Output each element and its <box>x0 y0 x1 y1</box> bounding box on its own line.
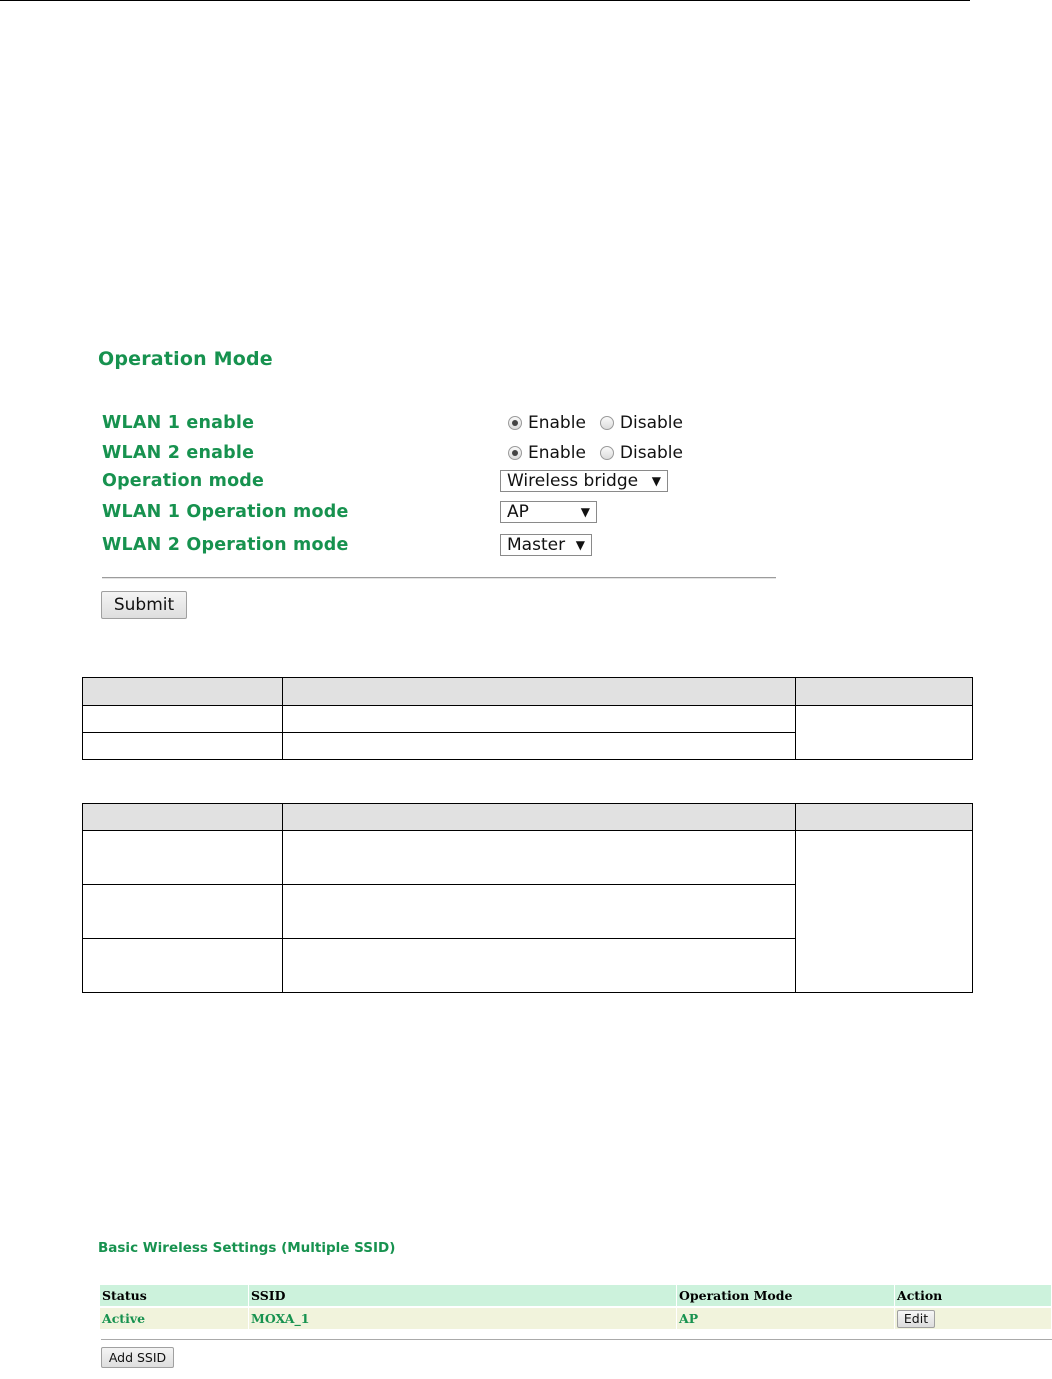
table-cell <box>283 706 796 733</box>
wlan1-enable-radio-disable[interactable] <box>600 416 614 430</box>
ssid-action-cell <box>895 1308 1051 1329</box>
table-header-cell <box>83 804 283 831</box>
wlan2-operation-mode-select-value: Master <box>507 535 566 555</box>
operation-mode-label: Operation mode <box>102 471 265 491</box>
table-cell <box>283 831 796 885</box>
ssid-table <box>99 1283 1052 1331</box>
table-cell <box>83 706 283 733</box>
operation-mode-title: Operation Mode <box>98 348 273 370</box>
doc-table-2-header <box>83 804 973 831</box>
table-cell <box>796 706 973 760</box>
wlan1-operation-mode-select-value: AP <box>507 502 529 522</box>
column-header-operation-mode: Operation Mode <box>677 1285 894 1306</box>
column-header-ssid: SSID <box>249 1285 676 1306</box>
table-cell <box>283 939 796 993</box>
table-row <box>100 1308 1051 1329</box>
ssid-divider <box>101 1339 1052 1340</box>
wlan1-operation-mode-select[interactable] <box>500 501 597 523</box>
submit-button[interactable]: Submit <box>101 591 187 619</box>
ssid-table-header <box>100 1285 1051 1306</box>
ssid-name-cell: MOXA_1 <box>249 1308 676 1329</box>
table-cell <box>83 885 283 939</box>
table-header-cell <box>796 678 973 706</box>
table-header-cell <box>283 804 796 831</box>
wlan1-operation-mode-row <box>102 499 782 525</box>
operation-mode-divider <box>102 577 776 579</box>
table-cell <box>83 733 283 760</box>
wlan1-enable-option-enable: Enable <box>528 413 586 433</box>
wlan2-enable-row <box>102 440 782 466</box>
edit-button[interactable]: Edit <box>897 1310 935 1328</box>
wlan2-enable-radio-group <box>500 440 683 466</box>
table-row <box>83 706 973 733</box>
wlan1-enable-label: WLAN 1 enable <box>102 413 255 433</box>
doc-table-1-header <box>83 678 973 706</box>
dropdown-triangle-icon: ▼ <box>651 474 661 488</box>
table-cell <box>83 831 283 885</box>
wlan2-enable-radio-disable[interactable] <box>600 446 614 460</box>
operation-mode-select[interactable] <box>500 470 668 492</box>
wlan1-operation-mode-label: WLAN 1 Operation mode <box>102 502 349 522</box>
table-cell <box>283 885 796 939</box>
table-cell <box>796 831 973 993</box>
table-header-cell <box>283 678 796 706</box>
table-cell <box>83 939 283 993</box>
dropdown-triangle-icon: ▼ <box>575 538 585 552</box>
ssid-panel-title: Basic Wireless Settings (Multiple SSID) <box>98 1240 396 1256</box>
wlan1-enable-radio-group <box>500 410 683 436</box>
ssid-operation-mode-cell: AP <box>677 1308 894 1329</box>
table-header-cell <box>83 678 283 706</box>
wlan2-operation-mode-select[interactable] <box>500 534 592 556</box>
table-row <box>83 831 973 885</box>
wlan2-operation-mode-row <box>102 532 782 558</box>
column-header-action: Action <box>895 1285 1051 1306</box>
column-header-status: Status <box>100 1285 248 1306</box>
table-header-cell <box>796 804 973 831</box>
dropdown-triangle-icon: ▼ <box>580 505 590 519</box>
operation-mode-select-value: Wireless bridge <box>507 471 639 491</box>
doc-table-2 <box>82 803 973 993</box>
wlan2-enable-option-enable: Enable <box>528 443 586 463</box>
wlan1-enable-option-disable: Disable <box>619 413 683 433</box>
wlan1-enable-row <box>102 410 782 436</box>
wlan2-enable-option-disable: Disable <box>619 443 683 463</box>
page-top-rule <box>0 0 970 1</box>
wlan1-enable-radio-enable[interactable] <box>508 416 522 430</box>
wlan2-enable-label: WLAN 2 enable <box>102 443 255 463</box>
ssid-status-cell: Active <box>100 1308 248 1329</box>
wlan2-operation-mode-label: WLAN 2 Operation mode <box>102 535 349 555</box>
operation-mode-row <box>102 468 782 494</box>
doc-table-1 <box>82 677 973 760</box>
table-cell <box>283 733 796 760</box>
wlan2-enable-radio-enable[interactable] <box>508 446 522 460</box>
add-ssid-button[interactable]: Add SSID <box>101 1347 174 1368</box>
